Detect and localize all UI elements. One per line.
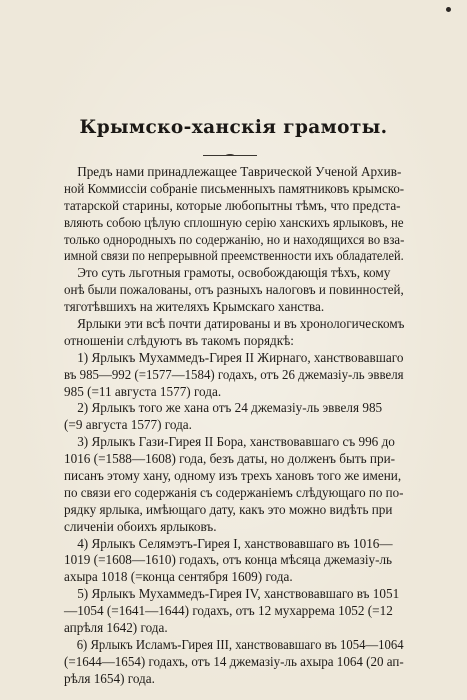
text-line: только однородныхъ по содержанію, но и находящихся во вза- <box>64 231 405 247</box>
text-line: 6) Ярлыкъ Исламъ-Гирея III, ханствовавшаго въ 1054—1064 <box>64 636 404 652</box>
text-line: тяготѣвшихъ на жителяхъ Крымскаго ханства. <box>64 299 325 315</box>
text-line: (=9 августа 1577) года. <box>64 417 192 433</box>
text-line: 1) Ярлыкъ Мухаммедъ-Гирея II Жирнаго, ханствовавшаго <box>64 349 404 365</box>
text-line: 1019 (=1608—1610) годахъ, отъ конца мѣсяца джемазіу-ль <box>64 552 393 568</box>
ink-spot <box>446 7 451 12</box>
text-line: рѣля 1654) года. <box>64 670 155 686</box>
text-line: въ 985—992 (=1577—1584) годахъ, отъ 26 джемазіу-ль эввеля <box>64 366 404 382</box>
text-line: апрѣля 1642) года. <box>64 620 168 636</box>
text-line: татарской старины, которые любопытны тѣмъ, что предста- <box>64 197 401 213</box>
text-line: рядку ярлыка, имѣющаго дату, какъ это можно видѣть при <box>64 501 393 517</box>
text-line: сличеніи обоихъ ярлыковъ. <box>64 518 217 534</box>
text-line: ной Коммиссіи собраніе письменныхъ памятниковъ крымско- <box>64 180 405 196</box>
text-line: отношеніи слѣдуютъ въ такомъ порядкѣ: <box>64 332 294 348</box>
body-text <box>64 164 464 688</box>
text-line: 3) Ярлыкъ Гази-Гирея II Бора, ханствовавшаго съ 996 до <box>64 434 395 450</box>
title-divider <box>203 155 257 156</box>
text-line: по связи его содержанія съ содержаніемъ слѣдующаго по по- <box>64 484 404 500</box>
text-line: 4) Ярлыкъ Селямэтъ-Гирея I, ханствовавшаго въ 1016— <box>64 535 393 551</box>
text-line: ахыра 1018 (=конца сентября 1609) года. <box>64 569 293 585</box>
text-line: (=1644—1654) годахъ, отъ 14 джемазіу-ль ахыра 1064 (20 ап- <box>64 653 404 669</box>
text-line: Это суть льготныя грамоты, освобождающія тѣхъ, кому <box>64 265 391 281</box>
text-line: 5) Ярлыкъ Мухаммедъ-Гирея IV, ханствовавшаго въ 1051 <box>64 586 400 602</box>
text-line: вляють собою цѣлую сплошную серію ханскихъ ярлыковъ, не <box>64 214 404 230</box>
text-line: 985 (=11 августа 1577) года. <box>64 383 222 399</box>
text-line: 1016 (=1588—1608) года, безъ даты, но долженъ быть при- <box>64 451 396 467</box>
text-line: Ярлыки эти всѣ почти датированы и въ хронологическомъ <box>64 316 405 332</box>
text-line: Предъ нами принадлежащее Таврической Ученой Архив- <box>64 164 402 179</box>
text-line: писанъ этому хану, одному изъ трехъ хановъ того же имени, <box>64 468 402 484</box>
text-line: —1054 (=1641—1644) годахъ, отъ 12 мухаррема 1052 (=12 <box>64 603 393 619</box>
text-line: 2) Ярлыкъ того же хана отъ 24 джемазіу-ль эввеля 985 <box>64 400 383 416</box>
text-line: онѣ были пожалованы, отъ разныхъ налоговъ и повинностей, <box>64 282 404 298</box>
page-title: Крымско-ханскія грамоты. <box>79 117 388 138</box>
text-line: имной связи по непрерывной преемственности ихъ обладателей. <box>64 248 404 264</box>
